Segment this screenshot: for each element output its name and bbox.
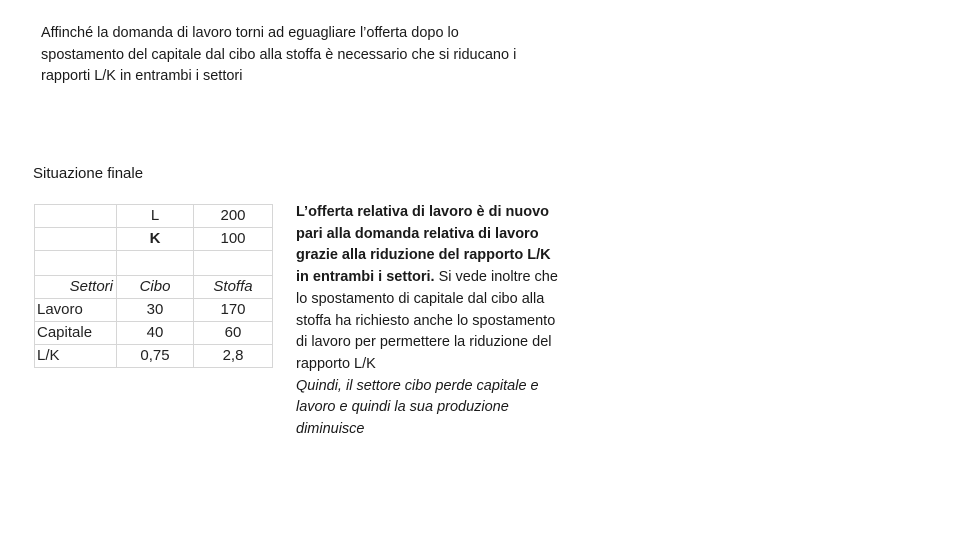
table-cell: 60 xyxy=(194,322,273,345)
table-cell xyxy=(35,228,117,251)
explanation-italic-text: Quindi, il settore cibo perde capitale e lavoro e quindi la sua produzione diminuisce xyxy=(296,377,539,438)
table-cell: 30 xyxy=(117,299,194,322)
table-header-cell: Stoffa xyxy=(194,276,273,299)
table-cell: 200 xyxy=(194,205,273,228)
table-row xyxy=(35,299,273,322)
table-cell: L/K xyxy=(35,345,117,368)
table-cell: Lavoro xyxy=(35,299,117,322)
table-row xyxy=(35,345,273,368)
data-table xyxy=(34,204,273,368)
table-cell xyxy=(35,251,117,276)
table-cell: 170 xyxy=(194,299,273,322)
table-cell: 2,8 xyxy=(194,345,273,368)
explanation-paragraph xyxy=(296,202,558,441)
table-row xyxy=(35,228,273,251)
table-row xyxy=(35,251,273,276)
situation-label: Situazione finale xyxy=(33,165,144,182)
table-cell: 40 xyxy=(117,322,194,345)
table-cell: Capitale xyxy=(35,322,117,345)
table-cell xyxy=(117,251,194,276)
intro-paragraph: Affinché la domanda di lavoro torni ad eguagliare l’offerta dopo lo spostamento del capitale dal cibo alla stoffa è necessario che si riducano i rapporti L/K in entrambi i settori xyxy=(41,25,517,84)
table-header-cell: Cibo xyxy=(117,276,194,299)
table-cell: K xyxy=(117,228,194,251)
table-cell: L xyxy=(117,205,194,228)
explanation-normal-text: Si vede inoltre che lo spostamento di capitale dal cibo alla stoffa ha richiesto anche lo spostamento di lavoro per permettere la riduzione del rapporto L/K xyxy=(296,269,558,372)
explanation-bold-text: L’offerta relativa di lavoro è di nuovo pari alla domanda relativa di lavoro grazie alla riduzione del rapporto L/K in entrambi i settori. xyxy=(296,204,551,286)
table-row xyxy=(35,205,273,228)
table-row xyxy=(35,322,273,345)
table-cell xyxy=(194,251,273,276)
table-header-cell: Settori xyxy=(35,276,117,299)
table-cell: 0,75 xyxy=(117,345,194,368)
table-cell xyxy=(35,205,117,228)
table-cell: 100 xyxy=(194,228,273,251)
table-row xyxy=(35,276,273,299)
